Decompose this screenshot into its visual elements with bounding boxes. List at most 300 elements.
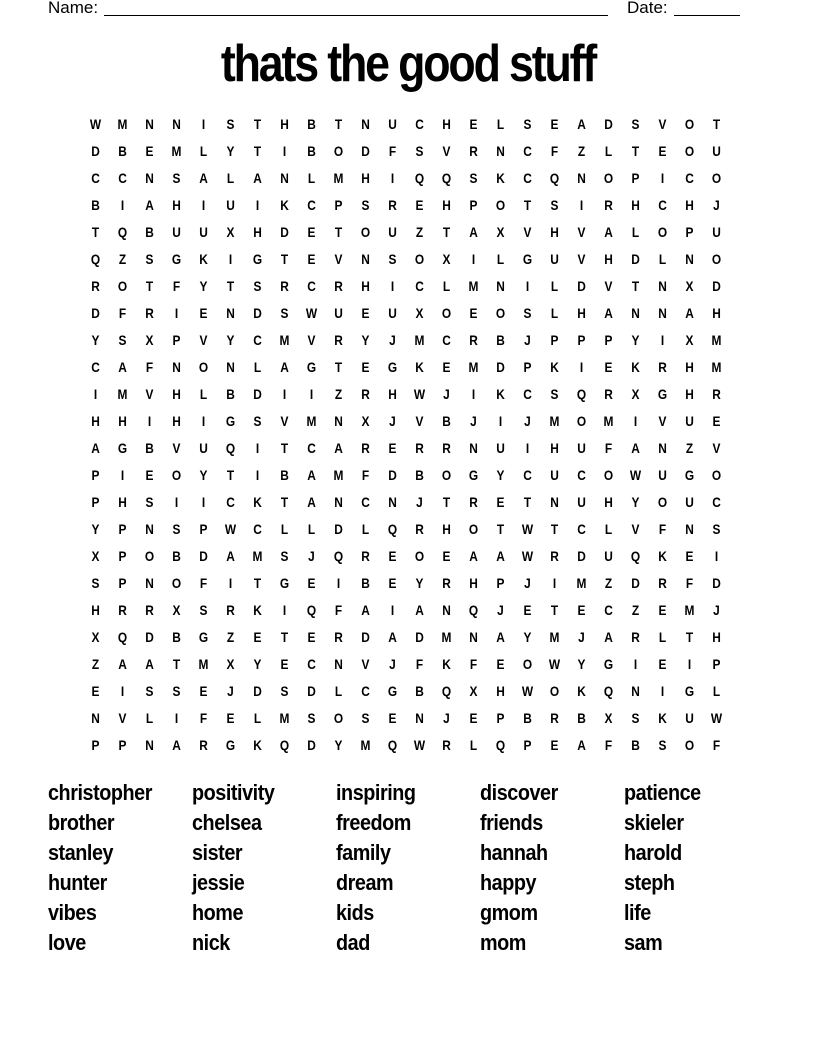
grid-letter: N xyxy=(550,494,559,510)
grid-letter: N xyxy=(145,170,154,186)
grid-letter: Q xyxy=(603,683,614,699)
grid-letter: M xyxy=(468,359,479,375)
grid-letter: N xyxy=(631,683,640,699)
grid-letter: I xyxy=(714,548,719,564)
grid-letter: V xyxy=(658,116,667,132)
grid-letter: C xyxy=(415,116,424,132)
grid-letter: R xyxy=(388,197,397,213)
grid-letter: M xyxy=(711,332,722,348)
grid-letter: T xyxy=(523,494,532,510)
grid-letter: Y xyxy=(631,332,640,348)
grid-letter: E xyxy=(91,683,100,699)
grid-letter: V xyxy=(307,332,316,348)
word-list-item: chelsea xyxy=(192,810,262,835)
grid-letter: S xyxy=(280,548,289,564)
grid-letter: E xyxy=(307,575,316,591)
word-list-item: dad xyxy=(336,930,370,955)
grid-letter: E xyxy=(307,224,316,240)
grid-letter: G xyxy=(522,251,533,267)
grid-letter: X xyxy=(172,602,181,618)
grid-letter: Q xyxy=(441,683,452,699)
grid-letter: A xyxy=(91,440,100,456)
name-label: Name: xyxy=(48,0,99,17)
grid-letter: E xyxy=(712,413,721,429)
grid-letter: A xyxy=(577,737,586,753)
grid-letter: I xyxy=(390,278,395,294)
grid-letter: I xyxy=(282,386,287,402)
grid-letter: D xyxy=(280,224,289,240)
grid-letter: X xyxy=(604,710,613,726)
grid-letter: A xyxy=(361,602,370,618)
grid-letter: Y xyxy=(577,656,586,672)
grid-letter: N xyxy=(631,305,640,321)
grid-letter: M xyxy=(468,278,479,294)
grid-letter: B xyxy=(523,710,532,726)
grid-letter: T xyxy=(280,251,289,267)
grid-letter: I xyxy=(336,575,341,591)
grid-letter: A xyxy=(226,548,235,564)
word-list-item: mom xyxy=(480,930,526,955)
grid-letter: V xyxy=(334,251,343,267)
grid-letter: D xyxy=(415,629,424,645)
grid-letter: C xyxy=(307,278,316,294)
grid-letter: L xyxy=(658,251,667,267)
grid-letter: H xyxy=(91,413,100,429)
grid-letter: T xyxy=(280,629,289,645)
grid-letter: I xyxy=(255,197,260,213)
grid-letter: F xyxy=(604,737,613,753)
grid-letter: L xyxy=(334,683,343,699)
grid-letter: K xyxy=(253,602,262,618)
grid-letter: L xyxy=(361,521,370,537)
grid-letter: P xyxy=(469,197,478,213)
grid-letter: H xyxy=(118,494,127,510)
grid-letter: S xyxy=(172,683,181,699)
grid-letter: N xyxy=(658,440,667,456)
grid-letter: C xyxy=(577,467,586,483)
grid-letter: C xyxy=(523,386,532,402)
grid-letter: K xyxy=(253,494,262,510)
grid-letter: O xyxy=(414,548,425,564)
grid-letter: L xyxy=(280,521,289,537)
grid-letter: O xyxy=(711,467,722,483)
grid-letter: S xyxy=(253,413,262,429)
grid-letter: H xyxy=(280,116,289,132)
grid-letter: P xyxy=(523,359,532,375)
grid-letter: J xyxy=(389,332,396,348)
grid-letter: R xyxy=(415,521,424,537)
grid-letter: U xyxy=(658,467,667,483)
word-list-item: dream xyxy=(336,870,394,895)
grid-letter: P xyxy=(118,737,127,753)
grid-letter: S xyxy=(523,116,532,132)
grid-letter: F xyxy=(685,575,694,591)
grid-letter: P xyxy=(496,710,505,726)
grid-letter: R xyxy=(442,440,451,456)
grid-letter: W xyxy=(413,386,426,402)
grid-letter: H xyxy=(469,575,478,591)
grid-letter: L xyxy=(199,386,208,402)
grid-letter: I xyxy=(174,710,179,726)
grid-letter: C xyxy=(577,521,586,537)
grid-letter: D xyxy=(145,629,154,645)
grid-letter: J xyxy=(713,602,720,618)
grid-letter: P xyxy=(334,197,343,213)
grid-letter: A xyxy=(307,494,316,510)
grid-letter: V xyxy=(442,143,451,159)
grid-letter: S xyxy=(523,305,532,321)
grid-letter: I xyxy=(228,575,233,591)
grid-letter: O xyxy=(441,305,452,321)
grid-letter: Z xyxy=(631,602,640,618)
grid-letter: A xyxy=(685,305,694,321)
grid-letter: N xyxy=(685,251,694,267)
grid-letter: Z xyxy=(91,656,100,672)
grid-letter: Q xyxy=(576,386,587,402)
grid-letter: Y xyxy=(226,143,235,159)
grid-letter: P xyxy=(577,332,586,348)
name-blank-line xyxy=(104,15,608,16)
word-list-item: harold xyxy=(624,840,682,865)
grid-letter: P xyxy=(91,467,100,483)
grid-letter: D xyxy=(307,683,316,699)
grid-letter: E xyxy=(388,710,397,726)
grid-letter: H xyxy=(442,116,451,132)
grid-letter: K xyxy=(253,737,262,753)
grid-letter: R xyxy=(361,440,370,456)
grid-letter: L xyxy=(550,305,559,321)
grid-letter: K xyxy=(658,710,667,726)
grid-letter: I xyxy=(498,413,503,429)
grid-letter: R xyxy=(604,386,613,402)
grid-letter: T xyxy=(334,359,343,375)
grid-letter: U xyxy=(172,224,181,240)
grid-letter: C xyxy=(226,494,235,510)
grid-letter: B xyxy=(307,116,316,132)
grid-letter: Y xyxy=(91,521,100,537)
grid-letter: L xyxy=(496,251,505,267)
grid-letter: E xyxy=(388,575,397,591)
grid-letter: Y xyxy=(334,737,343,753)
grid-letter: R xyxy=(469,143,478,159)
grid-letter: H xyxy=(712,305,721,321)
grid-letter: S xyxy=(145,251,154,267)
grid-letter: P xyxy=(496,575,505,591)
grid-letter: C xyxy=(442,332,451,348)
grid-letter: A xyxy=(199,170,208,186)
grid-letter: A xyxy=(307,467,316,483)
grid-letter: D xyxy=(253,305,262,321)
grid-letter: I xyxy=(120,683,125,699)
grid-letter: S xyxy=(172,170,181,186)
grid-letter: X xyxy=(685,278,694,294)
grid-letter: D xyxy=(577,278,586,294)
grid-letter: S xyxy=(307,710,316,726)
grid-letter: Q xyxy=(306,602,317,618)
grid-letter: V xyxy=(577,251,586,267)
word-list-item: gmom xyxy=(480,900,538,925)
grid-letter: O xyxy=(198,359,209,375)
grid-letter: I xyxy=(633,413,638,429)
grid-letter: O xyxy=(684,737,695,753)
grid-letter: D xyxy=(199,548,208,564)
grid-letter: I xyxy=(687,656,692,672)
grid-letter: R xyxy=(361,548,370,564)
grid-letter: I xyxy=(633,656,638,672)
grid-letter: C xyxy=(523,143,532,159)
grid-letter: N xyxy=(442,602,451,618)
grid-letter: B xyxy=(631,737,640,753)
grid-letter: E xyxy=(415,197,424,213)
grid-letter: X xyxy=(685,332,694,348)
grid-letter: B xyxy=(415,683,424,699)
grid-letter: W xyxy=(629,467,642,483)
grid-letter: J xyxy=(389,413,396,429)
grid-letter: R xyxy=(415,440,424,456)
grid-letter: E xyxy=(577,602,586,618)
grid-letter: I xyxy=(471,251,476,267)
grid-letter: F xyxy=(658,521,667,537)
grid-letter: X xyxy=(226,224,235,240)
grid-letter: O xyxy=(495,197,506,213)
grid-letter: G xyxy=(387,359,398,375)
grid-letter: K xyxy=(442,656,451,672)
grid-letter: W xyxy=(548,656,561,672)
grid-letter: N xyxy=(145,737,154,753)
grid-letter: A xyxy=(577,116,586,132)
word-list-item: jessie xyxy=(192,870,245,895)
grid-letter: N xyxy=(361,116,370,132)
grid-letter: I xyxy=(282,602,287,618)
grid-letter: P xyxy=(685,224,694,240)
grid-letter: K xyxy=(658,548,667,564)
grid-letter: Z xyxy=(118,251,127,267)
grid-letter: E xyxy=(604,359,613,375)
word-list-item: vibes xyxy=(48,900,97,925)
grid-letter: G xyxy=(657,386,668,402)
word-list-item: brother xyxy=(48,810,115,835)
word-list-item: inspiring xyxy=(336,780,416,805)
grid-letter: L xyxy=(442,278,451,294)
grid-letter: S xyxy=(172,521,181,537)
grid-letter: A xyxy=(118,656,127,672)
grid-letter: V xyxy=(712,440,721,456)
grid-letter: H xyxy=(604,494,613,510)
grid-letter: G xyxy=(684,683,695,699)
grid-letter: P xyxy=(91,737,100,753)
grid-letter: O xyxy=(144,548,155,564)
grid-letter: H xyxy=(172,413,181,429)
grid-letter: G xyxy=(225,413,236,429)
word-list-item: discover xyxy=(480,780,558,805)
grid-letter: O xyxy=(333,143,344,159)
grid-letter: Z xyxy=(226,629,235,645)
grid-letter: V xyxy=(658,413,667,429)
grid-letter: N xyxy=(172,116,181,132)
grid-letter: G xyxy=(603,656,614,672)
grid-letter: N xyxy=(415,710,424,726)
grid-letter: E xyxy=(469,116,478,132)
grid-letter: O xyxy=(414,251,425,267)
grid-letter: O xyxy=(603,467,614,483)
word-list xyxy=(48,778,768,958)
grid-letter: S xyxy=(550,386,559,402)
grid-letter: Z xyxy=(685,440,694,456)
grid-letter: C xyxy=(361,683,370,699)
worksheet-header xyxy=(0,0,816,22)
grid-letter: Z xyxy=(415,224,424,240)
grid-letter: T xyxy=(442,224,451,240)
grid-letter: I xyxy=(120,467,125,483)
grid-letter: D xyxy=(253,683,262,699)
grid-letter: H xyxy=(118,413,127,429)
grid-letter: Q xyxy=(630,548,641,564)
grid-letter: H xyxy=(388,386,397,402)
grid-letter: J xyxy=(497,602,504,618)
grid-letter: I xyxy=(660,170,665,186)
grid-letter: U xyxy=(334,305,343,321)
grid-letter: U xyxy=(199,440,208,456)
grid-letter: B xyxy=(91,197,100,213)
grid-letter: O xyxy=(333,710,344,726)
grid-letter: J xyxy=(227,683,234,699)
grid-letter: D xyxy=(604,116,613,132)
grid-letter: E xyxy=(550,737,559,753)
grid-letter: U xyxy=(577,494,586,510)
grid-letter: J xyxy=(443,386,450,402)
grid-letter: U xyxy=(577,440,586,456)
grid-letter: E xyxy=(658,656,667,672)
grid-letter: S xyxy=(631,116,640,132)
grid-letter: E xyxy=(199,683,208,699)
grid-letter: I xyxy=(201,494,206,510)
grid-letter: C xyxy=(361,494,370,510)
grid-letter: N xyxy=(496,143,505,159)
grid-letter: V xyxy=(172,440,181,456)
grid-letter: T xyxy=(442,494,451,510)
grid-letter: U xyxy=(496,440,505,456)
grid-letter: O xyxy=(441,467,452,483)
grid-letter: S xyxy=(253,278,262,294)
grid-letter: A xyxy=(145,197,154,213)
grid-letter: N xyxy=(334,494,343,510)
grid-letter: E xyxy=(442,359,451,375)
grid-letter: E xyxy=(658,143,667,159)
grid-letter: C xyxy=(604,602,613,618)
grid-letter: A xyxy=(604,305,613,321)
grid-letter: L xyxy=(604,521,613,537)
grid-letter: F xyxy=(388,143,397,159)
grid-letter: T xyxy=(631,278,640,294)
grid-letter: N xyxy=(145,521,154,537)
grid-letter: R xyxy=(118,602,127,618)
grid-letter: M xyxy=(360,737,371,753)
grid-letter: Q xyxy=(387,521,398,537)
grid-letter: A xyxy=(496,548,505,564)
grid-letter: G xyxy=(117,440,128,456)
grid-letter: Y xyxy=(226,332,235,348)
grid-letter: F xyxy=(550,143,559,159)
grid-letter: R xyxy=(631,629,640,645)
grid-letter: S xyxy=(469,170,478,186)
grid-letter: L xyxy=(199,143,208,159)
grid-letter: S xyxy=(226,116,235,132)
grid-letter: R xyxy=(712,386,721,402)
grid-letter: O xyxy=(495,305,506,321)
grid-letter: K xyxy=(280,197,289,213)
grid-letter: X xyxy=(226,656,235,672)
grid-letter: B xyxy=(577,710,586,726)
grid-letter: U xyxy=(712,143,721,159)
grid-letter: O xyxy=(657,224,668,240)
grid-letter: L xyxy=(712,683,721,699)
grid-letter: P xyxy=(631,170,640,186)
grid-letter: E xyxy=(658,602,667,618)
grid-letter: E xyxy=(361,359,370,375)
grid-letter: I xyxy=(93,386,98,402)
grid-letter: P xyxy=(550,332,559,348)
grid-letter: T xyxy=(712,116,721,132)
grid-letter: E xyxy=(496,494,505,510)
grid-letter: W xyxy=(89,116,102,132)
grid-letter: A xyxy=(172,737,181,753)
grid-letter: E xyxy=(226,710,235,726)
grid-letter: R xyxy=(91,278,100,294)
grid-letter: F xyxy=(415,656,424,672)
grid-letter: F xyxy=(604,440,613,456)
grid-letter: R xyxy=(604,197,613,213)
grid-letter: V xyxy=(118,710,127,726)
grid-letter: I xyxy=(309,386,314,402)
grid-letter: V xyxy=(361,656,370,672)
grid-letter: V xyxy=(415,413,424,429)
grid-letter: I xyxy=(201,116,206,132)
grid-letter: V xyxy=(577,224,586,240)
grid-letter: J xyxy=(524,332,531,348)
grid-letter: G xyxy=(252,251,263,267)
grid-letter: A xyxy=(604,629,613,645)
grid-letter: B xyxy=(307,143,316,159)
grid-letter: L xyxy=(658,629,667,645)
grid-letter: N xyxy=(469,629,478,645)
grid-letter: E xyxy=(361,305,370,321)
grid-letter: J xyxy=(389,656,396,672)
grid-letter: N xyxy=(658,278,667,294)
word-list-item: happy xyxy=(480,870,537,895)
grid-letter: F xyxy=(145,359,154,375)
grid-letter: U xyxy=(685,494,694,510)
grid-letter: Z xyxy=(577,143,586,159)
grid-letter: U xyxy=(685,710,694,726)
grid-letter: G xyxy=(171,251,182,267)
grid-letter: F xyxy=(118,305,127,321)
grid-letter: T xyxy=(226,467,235,483)
grid-letter: D xyxy=(253,386,262,402)
grid-letter: N xyxy=(334,656,343,672)
grid-letter: U xyxy=(388,305,397,321)
grid-letter: P xyxy=(712,656,721,672)
grid-letter: B xyxy=(118,143,127,159)
grid-letter: A xyxy=(469,548,478,564)
grid-letter: I xyxy=(228,251,233,267)
grid-letter: O xyxy=(657,494,668,510)
grid-letter: C xyxy=(658,197,667,213)
date-blank-line xyxy=(674,15,740,16)
grid-letter: I xyxy=(579,359,584,375)
grid-letter: D xyxy=(91,305,100,321)
grid-letter: B xyxy=(442,413,451,429)
grid-letter: H xyxy=(496,683,505,699)
